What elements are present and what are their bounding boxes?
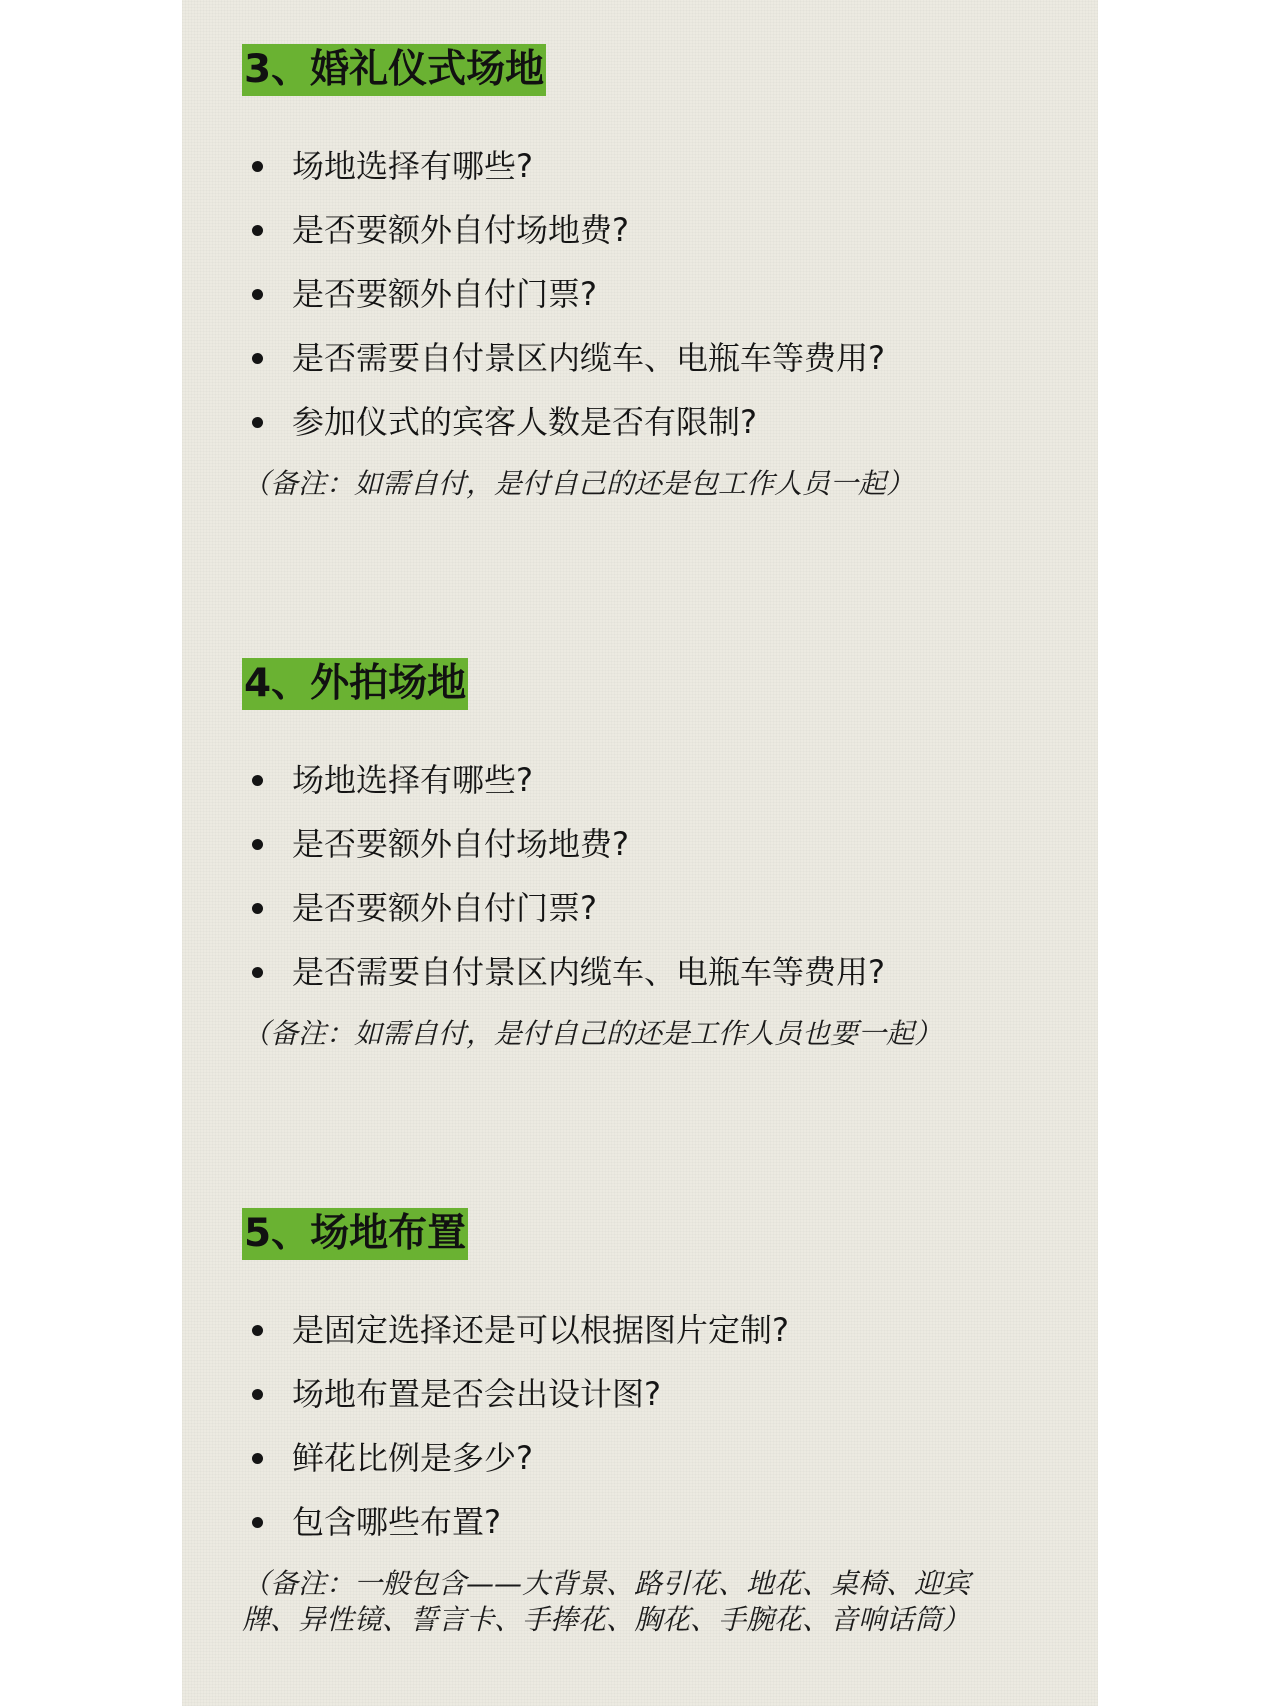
bullet-icon xyxy=(252,225,263,236)
bullet-icon xyxy=(252,903,263,914)
bullet-icon xyxy=(252,1325,263,1336)
bullet-icon xyxy=(252,161,263,172)
bullet-icon xyxy=(252,417,263,428)
list-item-text: 是否需要自付景区内缆车、电瓶车等费用? xyxy=(292,339,885,377)
question-list xyxy=(242,134,1042,454)
list-item xyxy=(242,134,1042,198)
list-item xyxy=(242,940,1042,1004)
question-list xyxy=(242,1298,1042,1554)
list-item-text: 参加仪式的宾客人数是否有限制? xyxy=(292,403,757,441)
list-item-text: 包含哪些布置? xyxy=(292,1503,501,1541)
list-item xyxy=(242,748,1042,812)
section-heading: 4、外拍场地 xyxy=(242,658,468,710)
list-item-text: 是否要额外自付门票? xyxy=(292,275,597,313)
list-item xyxy=(242,876,1042,940)
bullet-icon xyxy=(252,775,263,786)
list-item-text: 是否需要自付景区内缆车、电瓶车等费用? xyxy=(292,953,885,991)
bullet-icon xyxy=(252,1453,263,1464)
section-outdoor-shoot-venue xyxy=(242,658,1042,1052)
section-heading: 5、场地布置 xyxy=(242,1208,468,1260)
list-item xyxy=(242,198,1042,262)
list-item-text: 场地布置是否会出设计图? xyxy=(292,1375,661,1413)
bullet-icon xyxy=(252,1517,263,1528)
list-item xyxy=(242,326,1042,390)
section-heading: 3、婚礼仪式场地 xyxy=(242,44,546,96)
list-item xyxy=(242,262,1042,326)
list-item xyxy=(242,390,1042,454)
bullet-icon xyxy=(252,1389,263,1400)
bullet-icon xyxy=(252,967,263,978)
section-ceremony-venue xyxy=(242,44,1042,502)
list-item xyxy=(242,812,1042,876)
list-item-text: 是否要额外自付场地费? xyxy=(292,211,629,249)
section-note: （备注：一般包含——大背景、路引花、地花、桌椅、迎宾牌、异性镜、誓言卡、手捧花、胸花、手腕花、音响话筒） xyxy=(242,1567,971,1636)
section-note: （备注：如需自付，是付自己的还是工作人员也要一起） xyxy=(242,1017,943,1050)
section-venue-decoration xyxy=(242,1208,1042,1638)
bullet-icon xyxy=(252,353,263,364)
list-item-text: 鲜花比例是多少? xyxy=(292,1439,533,1477)
document-page xyxy=(182,0,1098,1706)
section-note: （备注：如需自付，是付自己的还是包工作人员一起） xyxy=(242,467,915,500)
list-item xyxy=(242,1426,1042,1490)
bullet-icon xyxy=(252,289,263,300)
question-list xyxy=(242,748,1042,1004)
list-item-text: 场地选择有哪些? xyxy=(292,147,533,185)
list-item-text: 场地选择有哪些? xyxy=(292,761,533,799)
list-item-text: 是否要额外自付门票? xyxy=(292,889,597,927)
list-item xyxy=(242,1362,1042,1426)
list-item-text: 是否要额外自付场地费? xyxy=(292,825,629,863)
list-item-text: 是固定选择还是可以根据图片定制? xyxy=(292,1311,789,1349)
list-item xyxy=(242,1490,1042,1554)
bullet-icon xyxy=(252,839,263,850)
list-item xyxy=(242,1298,1042,1362)
